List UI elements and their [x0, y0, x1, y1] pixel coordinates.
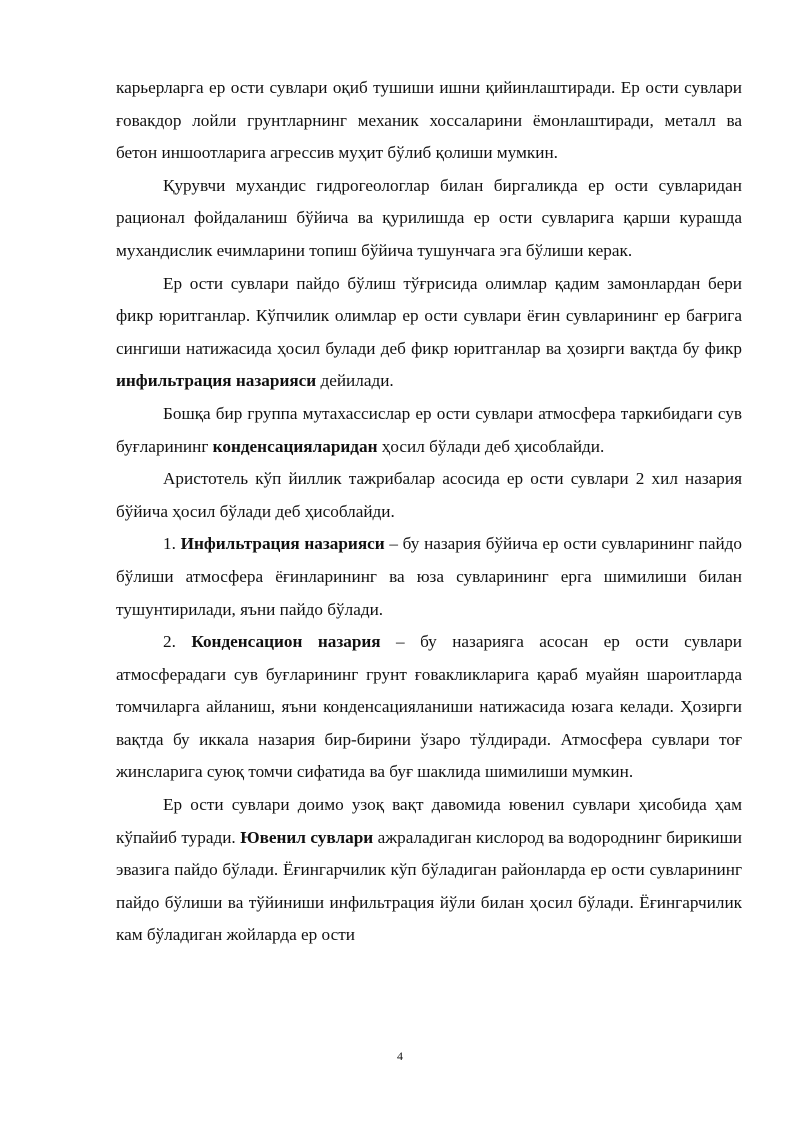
text-run: – бу назария бўйича ер ости сувларининг пайдо бўлиши атмосфера ёғинларининг ва юза сувларининг ерга шимилиши билан тушунтирилади, яъни пайдо бўлади.: [116, 534, 743, 619]
text-run: 1.: [163, 534, 181, 554]
paragraph-3: [116, 268, 742, 398]
text-run: ажраладиган кислород ва водороднинг бирикиши эвазига пайдо бўлади. Ёғингарчилик кўп бўладиган районларда ер ости сувларининг пайдо бўлиши ва тўйиниши инфильтрация йўли билан ҳосил бўлади. Ёғингарчилик кам бўладиган жойларда ер ости: [116, 827, 742, 945]
text-run: дейилади.: [316, 371, 394, 391]
paragraph-6: [116, 528, 742, 626]
bold-term: Конденсацион назария: [191, 632, 381, 652]
text-run: ҳосил бўлади деб ҳисоблайди.: [377, 436, 605, 456]
text-run: карьерларга ер ости сувлари оқиб тушиши ишни қийинлаштиради. Ер ости сувлари ғовакдор лойли грунтларнинг механик хоссаларини ёмонлаштиради, металл ва бетон иншоотларига агрессив муҳит бўлиб қолиши мумкин.: [116, 78, 742, 163]
bold-term: инфильтрация назарияси: [116, 371, 317, 391]
text-run: – бу назарияга асосан ер ости сувлари атмосферадаги сув буғларининг грунт ғовакликларига қараб муайян шароитларда томчиларга айланиш, яъни конденсацияланиши натижасида юзага келади. Ҳозирги вақтда бу иккала назария бир-бирини ўзаро тўлдиради. Атмосфера сувлари тоғ жинсларига суюқ томчи сифатида ва буғ шаклида шимилиши мумкин.: [116, 632, 743, 782]
paragraph-8: [116, 789, 742, 952]
text-run: Аристотель кўп йиллик тажрибалар асосида ер ости сувлари 2 хил назария бўйича ҳосил бўлади деб ҳисоблайди.: [116, 469, 742, 521]
paragraph-4: [116, 398, 742, 463]
paragraph-1: [116, 72, 742, 170]
paragraph-7: [116, 626, 742, 789]
page-number: 4: [397, 1049, 403, 1063]
paragraph-2: [116, 170, 742, 268]
document-page-body: [116, 72, 742, 952]
bold-term: Инфильтрация назарияси: [180, 534, 385, 554]
text-run: 2.: [163, 632, 192, 652]
text-run: Бошқа бир группа мутахассислар ер ости сувлари атмосфера таркибидаги сув буғларининг: [116, 403, 742, 456]
text-run: Қурувчи мухандис гидрогеологлар билан биргаликда ер ости сувларидан рационал фойдаланиш бўйича ва қурилишда ер ости сувларига қарши курашда мухандислик ечимларини топиш бўйича тушунчага эга бўлиши керак.: [116, 175, 742, 260]
text-run: Ер ости сувлари пайдо бўлиш тўғрисида олимлар қадим замонлардан бери фикр юритганлар. Кўпчилик олимлар ер ости сувлари ёғин сувларининг ер бағрига сингиши натижасида ҳосил булади деб фикр юритганлар ва ҳозирги вақтда бу фикр: [116, 273, 742, 358]
text-run: Ер ости сувлари доимо узоқ вақт давомида ювенил сувлари ҳисобида ҳам кўпайиб туради.: [116, 795, 742, 847]
bold-term: Ювенил сувлари: [240, 827, 374, 847]
bold-term: конденсацияларидан: [212, 436, 378, 456]
paragraph-5: [116, 463, 742, 528]
